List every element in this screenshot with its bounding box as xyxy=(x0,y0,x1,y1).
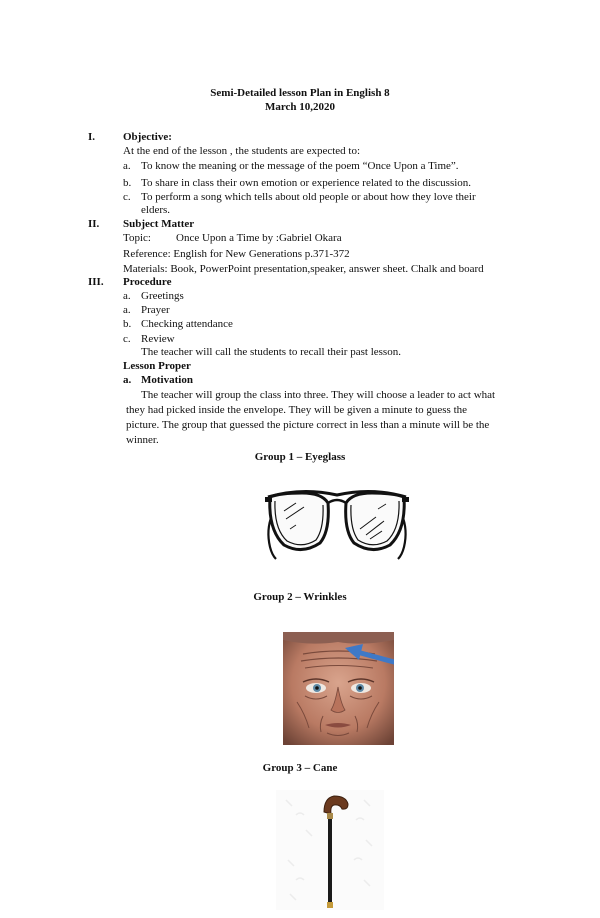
procedure-item-marker: c. xyxy=(123,333,131,345)
topic-value: Once Upon a Time by :Gabriel Okara xyxy=(176,232,342,244)
procedure-item-marker: b. xyxy=(123,318,132,330)
objective-item: To share in class their own emotion or experience related to the discussion. xyxy=(141,177,472,189)
review-text: The teacher will call the students to recall their past lesson. xyxy=(141,346,401,358)
group-1-caption: Group 1 – Eyeglass xyxy=(254,451,346,463)
procedure-item-marker: a. xyxy=(123,290,131,302)
motivation-line: winner. xyxy=(126,434,159,446)
objective-heading: Objective: xyxy=(123,131,172,143)
group-2-caption: Group 2 – Wrinkles xyxy=(253,591,347,603)
walking-cane-image xyxy=(276,790,384,910)
section-number-procedure: III. xyxy=(88,276,104,288)
wrinkled-face-image xyxy=(283,632,394,745)
procedure-item: Prayer xyxy=(141,304,170,316)
procedure-item-marker: a. xyxy=(123,304,131,316)
lesson-proper-heading: Lesson Proper xyxy=(123,360,191,372)
motivation-marker: a. xyxy=(123,374,132,386)
section-number-objective: I. xyxy=(88,131,96,143)
objective-item: To know the meaning or the message of the poem “Once Upon a Time”. xyxy=(141,160,459,172)
procedure-item: Checking attendance xyxy=(141,318,233,330)
objective-item-continued: elders. xyxy=(141,204,171,216)
section-number-subject: II. xyxy=(88,218,100,230)
reference-line: Reference: English for New Generations p.371-372 xyxy=(123,248,350,260)
materials-line: Materials: Book, PowerPoint presentation,speaker, answer sheet. Chalk and board xyxy=(123,263,484,275)
group-3-caption: Group 3 – Cane xyxy=(262,762,338,774)
eyeglasses-image xyxy=(262,485,412,563)
objective-intro: At the end of the lesson , the students are expected to: xyxy=(123,145,361,157)
procedure-item: Review xyxy=(141,333,175,345)
objective-item-marker: c. xyxy=(123,191,131,203)
document-date: March 10,2020 xyxy=(264,101,336,113)
subject-matter-heading: Subject Matter xyxy=(123,218,195,230)
motivation-line: The teacher will group the class into three. They will choose a leader to act what xyxy=(141,389,496,401)
objective-item: To perform a song which tells about old people or about how they love their xyxy=(141,191,476,203)
topic-label: Topic: xyxy=(123,232,151,244)
motivation-heading: Motivation xyxy=(141,374,193,386)
procedure-heading: Procedure xyxy=(123,276,172,288)
document-title: Semi-Detailed lesson Plan in English 8 xyxy=(210,87,390,99)
motivation-line: they had picked inside the envelope. They will be given a minute to guess the xyxy=(126,404,468,416)
objective-item-marker: a. xyxy=(123,160,131,172)
procedure-item: Greetings xyxy=(141,290,184,302)
objective-item-marker: b. xyxy=(123,177,132,189)
motivation-line: picture. The group that guessed the picture correct in less than a minute will be the xyxy=(126,419,490,431)
